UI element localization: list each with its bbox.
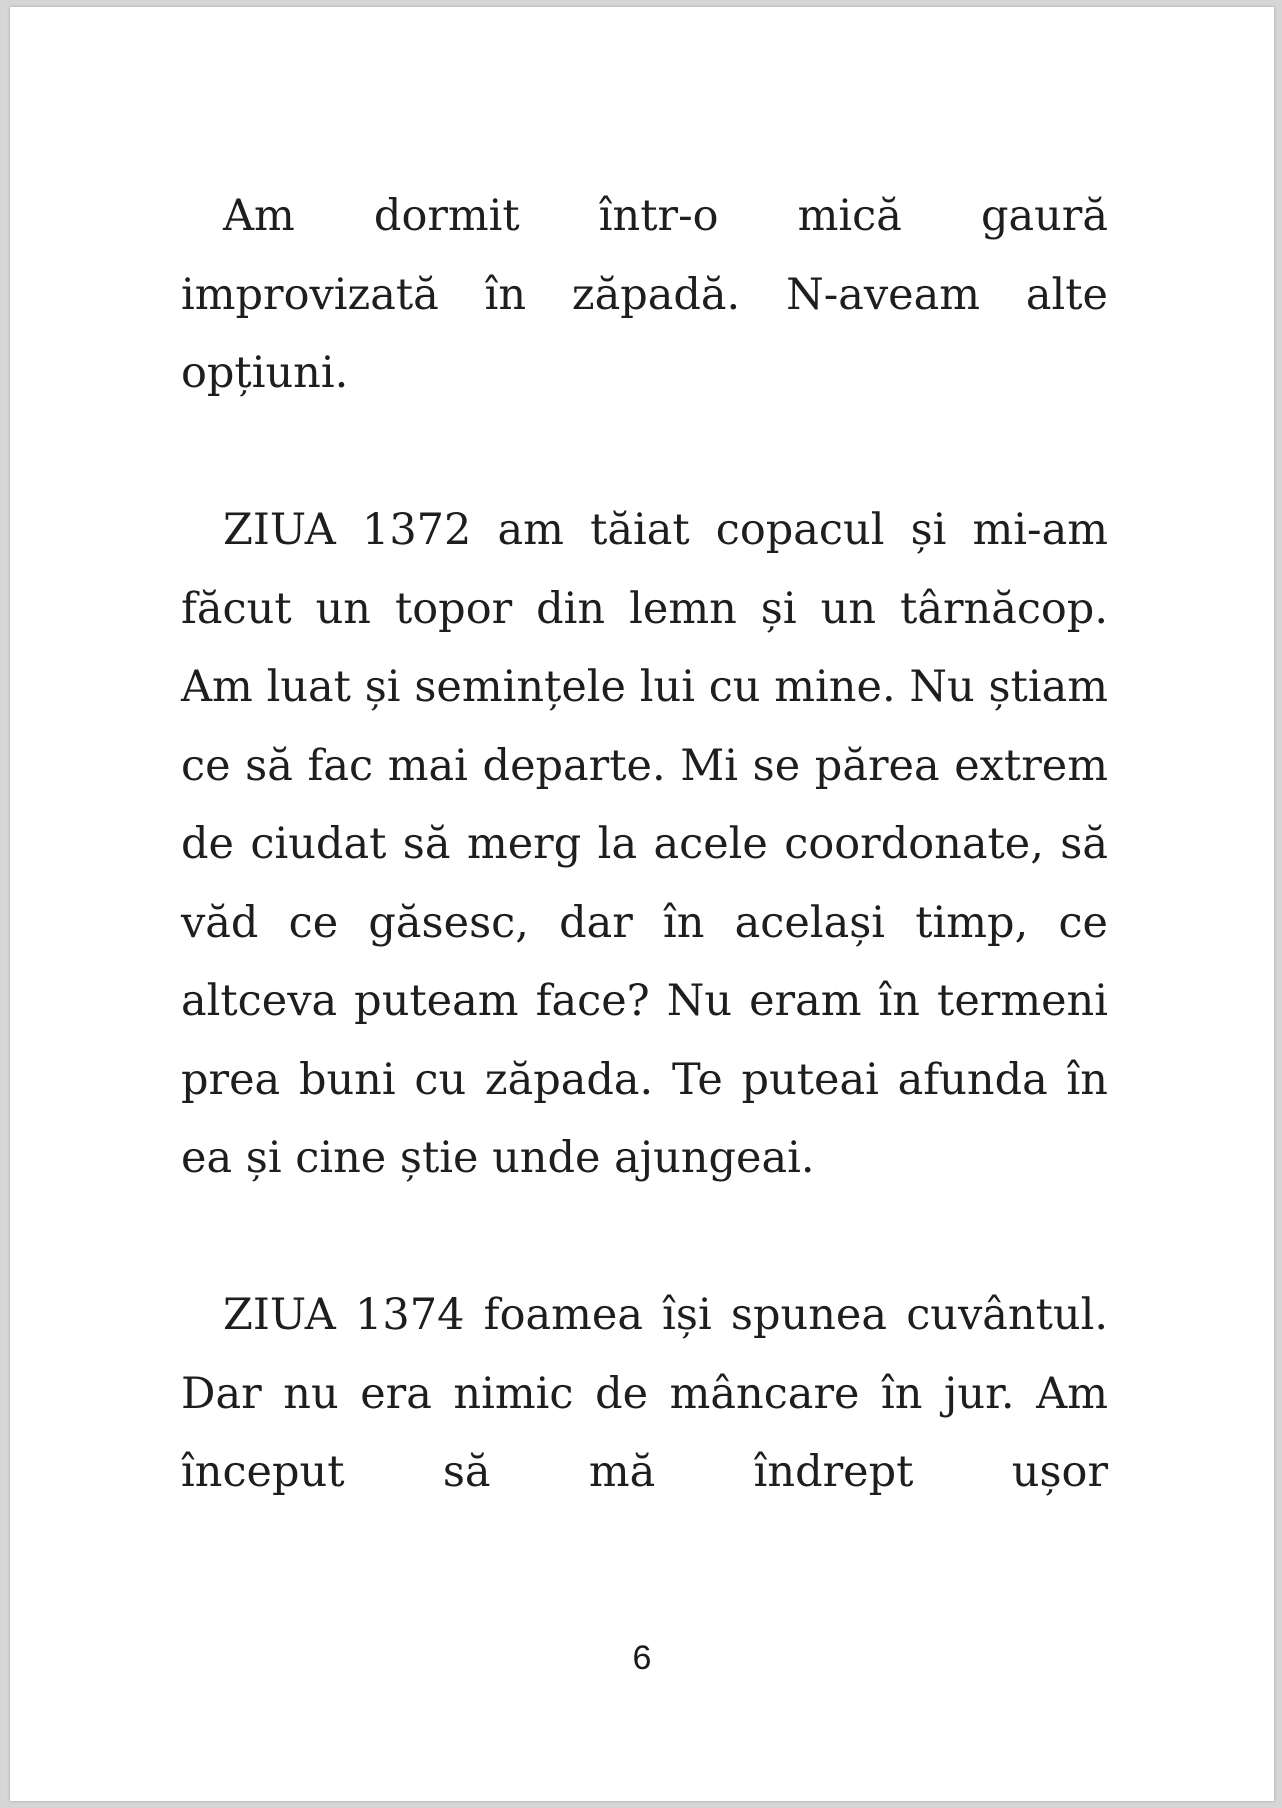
page-number: 6: [632, 1639, 652, 1677]
paragraph-1: Am dormit într-o mică gaură improvizată în zăpadă. N-aveam alte opțiuni.: [181, 191, 1108, 398]
paragraph-3: ZIUA 1374 foamea își spunea cuvântul. Dar nu era nimic de mâncare în jur. Am început să mă îndrept ușor: [181, 1290, 1108, 1497]
page-body-text: [181, 177, 1108, 1512]
document-page: [10, 7, 1274, 1801]
paragraph-2: ZIUA 1372 am tăiat copacul și mi-am făcut un topor din lemn și un târnăcop. Am luat și semințele lui cu mine. Nu știam ce să fac mai departe. Mi se părea extrem de ciudat să merg la acele coordonate, să văd ce găsesc, dar în același timp, ce altceva puteam face? Nu eram în termeni prea buni cu zăpada. Te puteai afunda în ea și cine știe unde ajungeai.: [181, 505, 1108, 1183]
